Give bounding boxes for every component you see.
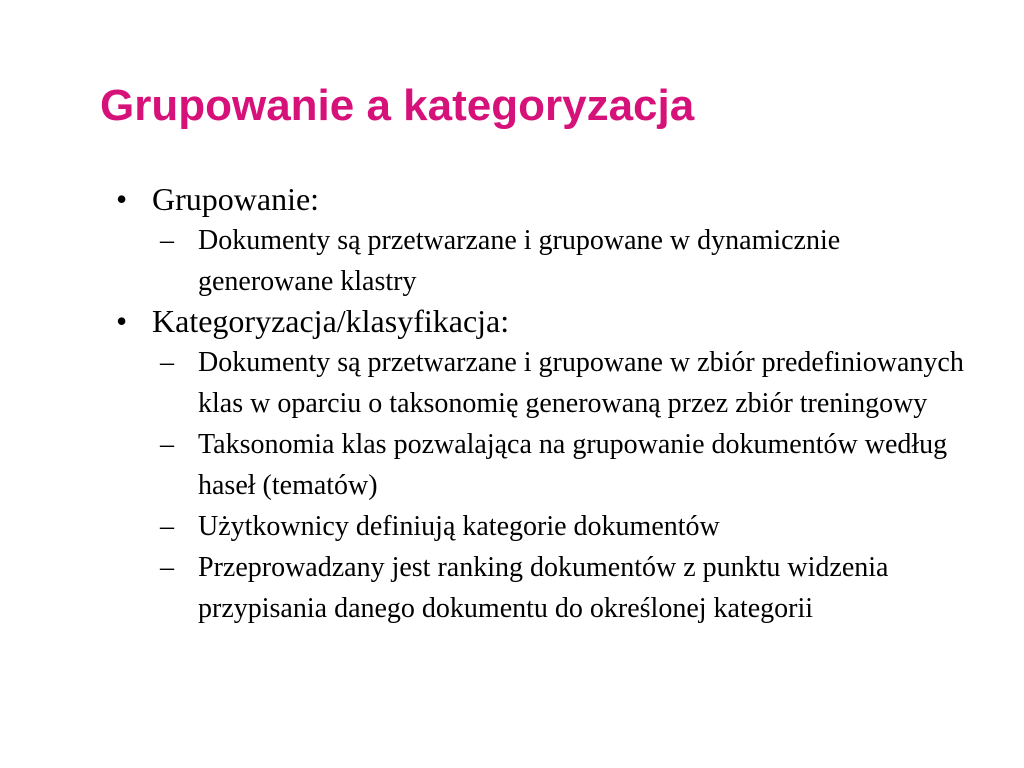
sub-item-text: Użytkownicy definiują kategorie dokumentów (198, 511, 720, 542)
bullet-marker: • (116, 181, 128, 217)
sub-item-text: Przeprowadzany jest ranking dokumentów z punktu widzenia przypisania danego dokumentu do określonej kategorii (198, 552, 889, 624)
sub-item (0, 424, 1024, 506)
bullet-text: Grupowanie: (152, 181, 320, 217)
sub-item (0, 506, 1024, 547)
sub-item (0, 342, 1024, 424)
dash-marker: – (160, 347, 174, 378)
slide-title: Grupowanie a kategoryzacja (100, 81, 695, 130)
dash-marker: – (160, 429, 174, 460)
sub-item-text: Taksonomia klas pozwalająca na grupowanie dokumentów według haseł (tematów) (198, 429, 948, 501)
bullet-item-grupowanie (0, 180, 1024, 218)
dash-marker: – (160, 511, 174, 542)
sub-item-text: Dokumenty są przetwarzane i grupowane w dynamicznie generowane klastry (198, 225, 841, 297)
bullet-item-kategoryzacja (0, 302, 1024, 340)
slide-content (0, 180, 1024, 629)
dash-marker: – (160, 225, 174, 256)
bullet-marker: • (116, 303, 128, 339)
sub-item-text: Dokumenty są przetwarzane i grupowane w zbiór predefiniowanych klas w oparciu o taksonomię generowaną przez zbiór treningowy (198, 347, 964, 419)
sub-item (0, 220, 1024, 302)
bullet-text: Kategoryzacja/klasyfikacja: (152, 303, 510, 339)
dash-marker: – (160, 552, 174, 583)
sub-item (0, 547, 1024, 629)
